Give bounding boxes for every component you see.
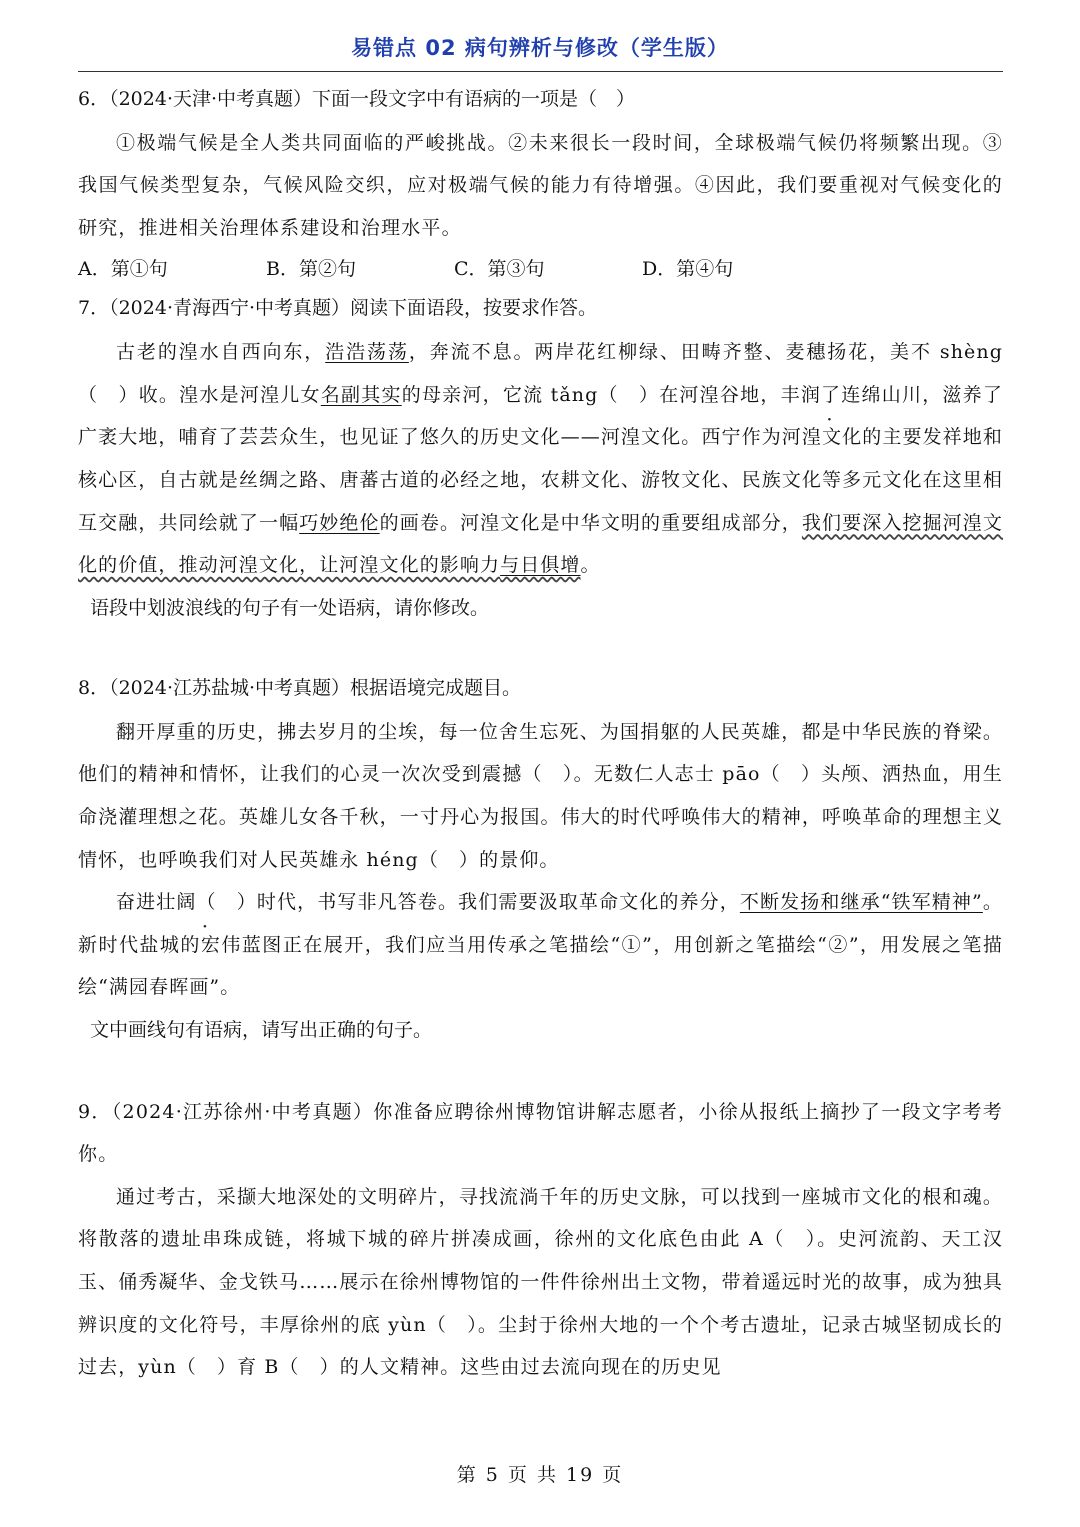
passage-text: （ ）时代，书写非凡答卷。我们需要汲取革命文化的养分， — [196, 891, 740, 914]
passage-text: 的画卷。河湟文化是中华文明的重要组成部分， — [379, 511, 802, 534]
question-7-passage — [78, 331, 1003, 587]
header-divider — [78, 71, 1003, 72]
passage-text: 。新时代盐城的宏伟蓝图正在展开，我们应当用传承之笔描绘“① — [78, 891, 1003, 956]
underlined-phrase: 巧妙绝伦 — [299, 511, 380, 534]
passage-text: 奋进壮 — [116, 891, 177, 914]
page-number: 第 5 页 共 19 页 — [456, 1464, 624, 1486]
question-7-subquestion: 语段中划波浪线的句子有一处语病，请你修改。 — [90, 596, 490, 619]
option-a: A．第①句 — [78, 258, 168, 281]
question-8-paragraph-2 — [78, 881, 1003, 1009]
question-7-stem: 7．（2024·青海西宁·中考真题）阅读下面语段，按要求作答。 — [78, 297, 598, 320]
question-8-paragraph-1: 翻开厚重的历史，拂去岁月的尘埃，每一位舍生忘死、为国捐躯的人民英雄，都是中华民族的脊梁。他们的精神和情怀，让我们的心灵一次次受到震撼（ ）。无数仁人志士 pāo（ ）头颅、洒热血，用生命浇灌理想之花。英雄儿女各千秋，一寸丹心为报国。伟大的时代呼唤伟大的精神，呼唤革命的理想主义情怀，也呼唤我们对人民英雄永 héng（ ）的景仰。 — [78, 720, 1003, 871]
answer-space — [78, 629, 1003, 669]
question-8-subquestion: 文中画线句有语病，请写出正确的句子。 — [90, 1018, 433, 1041]
page-header-title: 易错点 02 病句辨析与修改（学生版） — [351, 36, 729, 60]
question-6-stem: 6．（2024·天津·中考真题）下面一段文字中有语病的一项是（ ） — [78, 88, 636, 110]
answer-space — [78, 1051, 1003, 1091]
option-c: C．第③句 — [454, 258, 545, 281]
question-6-passage: ①极端气候是全人类共同面临的严峻挑战。②未来很长一段时间，全球极端气候仍将频繁出现。③我国气候类型复杂，气候风险交织，应对极端气候的能力有待增强。④因此，我们要重视对气候变化的研究，推进相关治理体系建设和治理水平。 — [78, 132, 1003, 239]
underlined-phrase: 浩浩荡荡 — [325, 341, 409, 364]
question-9-paragraph: 通过考古，采撷大地深处的文明碎片，寻找流淌千年的历史文脉，可以找到一座城市文化的根和魂。将散落的遗址串珠成链，将城下城的碎片拼凑成画，徐州的文化底色由此 A（ ）。史河流韵、天工汉玉、俑秀凝华、金戈铁马……展示在徐州博物馆的一件件徐州出土文物，带着遥远时光的故事，成为独具辨识度的文化符号，丰厚徐州的底 yùn（ ）。尘封于徐州大地的一个个考古遗址，记录古城坚韧成长的过去，yùn（ ）育 B（ ）的人文精神。这些由过去流向现在的历史见 — [78, 1185, 1003, 1379]
question-8-stem: 8．（2024·江苏盐城·中考真题）根据语境完成题目。 — [78, 676, 522, 699]
passage-text: ”，用创新之笔描绘“② — [642, 933, 849, 956]
passage-text: ，奔流不息。两岸花红柳绿、田畴齐整、麦穗扬花，美不 shèng（ ）收。湟水是河湟儿女 — [78, 341, 1003, 406]
passage-text: ”，用发展之笔描绘“满园春晖画”。 — [78, 933, 1004, 999]
underlined-sentence: 不断发扬和继承“铁军精神” — [739, 891, 983, 914]
dotted-character: 润 — [800, 383, 822, 406]
passage-text: 的母亲河，它流 tǎng（ ）在河湟谷地，丰 — [401, 383, 801, 406]
passage-text: 古老的湟水自西向东， — [116, 341, 326, 364]
passage-text: 了连绵山川，滋养了广袤大地，哺育了芸芸众生，也见证了悠久的历史文化——河湟文化。西宁作为河湟文化的主要发祥地和核心区，自古就是丝绸之路、唐蕃古道的必经之地，农耕文化、游牧文化、民族文化等多元文化在这里相互交融，共同绘就了一幅 — [78, 383, 1003, 534]
option-b: B．第②句 — [266, 258, 356, 281]
question-6-options — [78, 249, 1003, 289]
option-d: D．第④句 — [642, 258, 734, 281]
page-content — [78, 80, 1003, 1389]
passage-text: 。 — [580, 554, 601, 577]
question-9-stem: 9．（2024·江苏徐州·中考真题）你准备应聘徐州博物馆讲解志愿者，小徐从报纸上摘抄了一段文字考考你。 — [78, 1100, 1003, 1166]
underlined-phrase: 名副其实 — [320, 383, 402, 406]
wavy-text: 我们要深入挖掘河湟文化的价值，推动河湟文化，让河湟文化的影响力 — [78, 511, 1003, 577]
underlined-phrase: 与日俱增 — [500, 554, 581, 577]
dotted-character: 阔 — [176, 891, 197, 914]
